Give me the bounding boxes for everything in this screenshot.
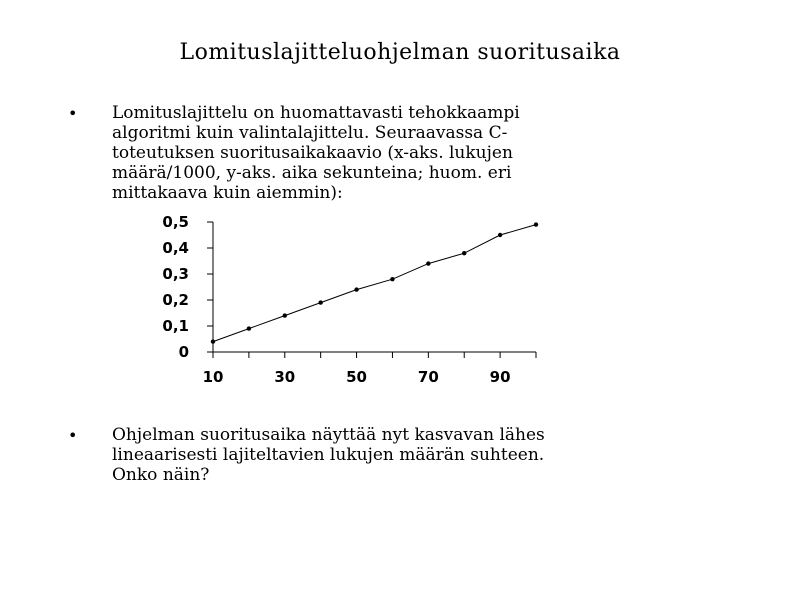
paragraph-2 — [112, 425, 732, 485]
paragraph-1-line: mittakaava kuin aiemmin): — [112, 183, 343, 203]
y-tick-label: 0 — [178, 343, 189, 361]
data-point — [283, 313, 287, 317]
paragraph-1-line: algoritmi kuin valintalajittelu. Seuraavassa C- — [112, 123, 508, 143]
data-point — [462, 251, 466, 255]
runtime-line-chart — [140, 210, 560, 395]
y-tick-label: 0,1 — [162, 317, 189, 335]
series-line — [213, 225, 536, 342]
paragraph-2-line: Ohjelman suoritusaika näyttää nyt kasvavan lähes — [112, 425, 545, 445]
x-tick-label: 10 — [202, 368, 224, 386]
data-point — [354, 287, 358, 291]
paragraph-1-line: toteutuksen suoritusaikakaavio (x-aks. lukujen — [112, 143, 513, 163]
data-point — [390, 277, 394, 281]
y-tick-label: 0,3 — [162, 265, 189, 283]
x-tick-label: 50 — [346, 368, 367, 386]
data-point — [247, 326, 251, 330]
bullet-2: • — [68, 426, 78, 445]
paragraph-1 — [112, 103, 732, 203]
y-tick-label: 0,4 — [162, 239, 189, 257]
paragraph-2-line: lineaarisesti lajiteltavien lukujen määrän suhteen. — [112, 445, 545, 465]
x-tick-label: 70 — [417, 368, 439, 386]
data-point — [498, 233, 502, 237]
paragraph-1-line: määrä/1000, y-aks. aika sekunteina; huom. eri — [112, 163, 512, 183]
y-tick-label: 0,5 — [162, 213, 189, 231]
data-point — [534, 222, 538, 226]
slide-title: Lomituslajitteluohjelman suoritusaika — [179, 40, 621, 65]
x-tick-label: 30 — [274, 368, 296, 386]
y-tick-label: 0,2 — [162, 291, 189, 309]
paragraph-1-line: Lomituslajittelu on huomattavasti tehokkaampi — [112, 103, 520, 123]
paragraph-2-line: Onko näin? — [112, 465, 210, 485]
data-point — [318, 300, 322, 304]
data-point — [211, 339, 215, 343]
data-point — [426, 261, 430, 265]
bullet-1: • — [68, 104, 78, 123]
x-tick-label: 90 — [489, 368, 511, 386]
